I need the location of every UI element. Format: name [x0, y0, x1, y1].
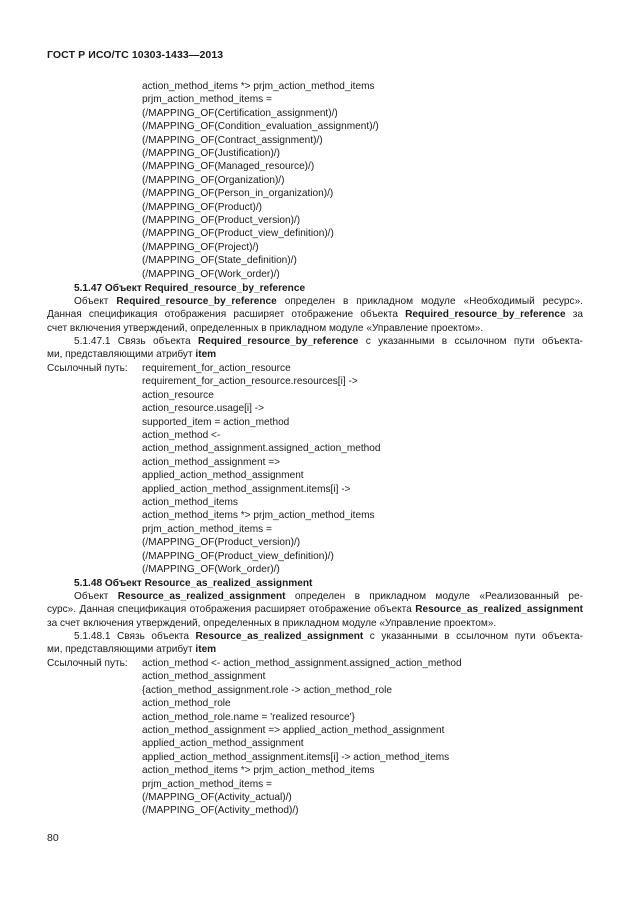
text: Данная спецификация отображения расширяет отображение объекта [47, 309, 406, 321]
section-5-1-48-paragraph [47, 590, 583, 630]
text: 5.1.47.1 Связь объекта [74, 336, 198, 347]
page-number: 80 [47, 832, 59, 844]
code-line: (/MAPPING_OF(Condition_evaluation_assignment)/) [142, 121, 379, 133]
code-line: (/MAPPING_OF(State_definition)/) [142, 255, 297, 267]
code-line: action_method <- [142, 430, 221, 441]
code-line: applied_action_method_assignment [142, 470, 304, 482]
section-heading-5-1-48: 5.1.48 Объект Resource_as_realized_assignment [74, 578, 313, 589]
code-line: action_method <- action_method_assignment.assigned_action_method [142, 658, 462, 669]
code-line: action_method_assignment => [142, 456, 281, 468]
code-line: (/MAPPING_OF(Managed_resource)/) [142, 161, 315, 173]
text: определен в прикладном модуле «Реализованный ре- [285, 591, 583, 602]
text: Объект [74, 296, 117, 307]
text: ми, представляющими атрибут [47, 644, 196, 656]
text: за [565, 309, 583, 321]
code-line: (/MAPPING_OF(Product_view_definition)/) [142, 550, 334, 562]
code-line: action_resource.usage[i] -> [142, 403, 265, 415]
code-line: (/MAPPING_OF(Contract_assignment)/) [142, 134, 323, 146]
entity-name: Resource_as_realized_assignment [415, 604, 583, 616]
code-line: prjm_action_method_items = [142, 523, 272, 535]
code-line: (/MAPPING_OF(Activity_actual)/) [142, 792, 292, 803]
entity-name: Required_resource_by_reference [197, 336, 359, 347]
code-line: (/MAPPING_OF(Product_version)/) [142, 537, 301, 549]
code-line: action_method_items *> prjm_action_method_items [142, 81, 375, 92]
text: счет включения утверждений, определенных в прикладном модуле «Управление проектом». [47, 322, 484, 334]
code-line: prjm_action_method_items = [142, 778, 272, 790]
page-header: ГОСТ Р ИСО/ТС 10303-1433—2013 [47, 49, 224, 61]
code-line: {action_method_assignment.role -> action_method_role [142, 684, 392, 696]
code-line: (/MAPPING_OF(Product_view_definition)/) [142, 228, 334, 240]
code-line: (/MAPPING_OF(Activity_method)/) [142, 805, 299, 817]
attribute-name: item [195, 349, 217, 361]
code-line: prjm_action_method_items = [142, 94, 272, 106]
text: определен в прикладном модуле «Необходимый ресурс». [276, 296, 583, 307]
code-line: action_method_items [142, 497, 238, 508]
code-line: action_resource [142, 389, 214, 401]
code-line: action_method_items *> prjm_action_method_items [142, 765, 375, 777]
code-line: applied_action_method_assignment.items[i] -> [142, 483, 351, 495]
code-line: (/MAPPING_OF(Product)/) [142, 201, 263, 213]
text: 5.1.48.1 Связь объекта [74, 631, 196, 642]
code-line: (/MAPPING_OF(Person_in_organization)/) [142, 188, 334, 200]
code-line: (/MAPPING_OF(Work_order)/) [142, 564, 280, 575]
reference-path-label: Ссылочный путь: [47, 658, 128, 669]
code-line: action_method_role [142, 698, 231, 710]
code-line: (/MAPPING_OF(Work_order)/) [142, 268, 280, 280]
code-line: supported_item = action_method [142, 416, 290, 428]
code-line: action_method_assignment.assigned_action_method [142, 443, 381, 455]
text: с указанными в ссылочном пути объекта- [363, 631, 584, 642]
text: с указанными в ссылочном пути объекта- [358, 336, 584, 347]
code-line: (/MAPPING_OF(Organization)/) [142, 174, 285, 186]
text: сурс». Данная спецификация отображения расширяет отображение объекта [47, 604, 416, 616]
text: за счет включения утверждений, определенных в прикладном модуле «Управление проектом». [47, 617, 497, 629]
entity-name: Resource_as_realized_assignment [117, 591, 286, 602]
code-line: action_method_role.name = 'realized resource'} [142, 711, 355, 723]
subsection-5-1-47-1 [47, 335, 583, 362]
code-line: (/MAPPING_OF(Project)/) [142, 241, 259, 253]
code-line: action_method_assignment => applied_action_method_assignment [142, 725, 445, 736]
code-line: requirement_for_action_resource.resources[i] -> [142, 376, 358, 388]
subsection-5-1-48-1 [47, 630, 583, 657]
reference-path-label: Ссылочный путь: [47, 363, 128, 374]
entity-name: Required_resource_by_reference [116, 296, 277, 307]
code-line: action_method_assignment [142, 671, 266, 683]
code-line: (/MAPPING_OF(Certification_assignment)/) [142, 107, 338, 119]
code-line: requirement_for_action_resource [142, 363, 291, 374]
text: Объект [74, 591, 118, 602]
code-line: applied_action_method_assignment.items[i] -> action_method_items [142, 751, 450, 763]
code-line: (/MAPPING_OF(Justification)/) [142, 148, 280, 159]
entity-name: Required_resource_by_reference [405, 309, 566, 321]
code-line: (/MAPPING_OF(Product_version)/) [142, 215, 301, 226]
attribute-name: item [195, 644, 217, 656]
section-heading-5-1-47: 5.1.47 Объект Required_resource_by_reference [74, 283, 306, 294]
code-line: action_method_items *> prjm_action_method_items [142, 510, 375, 522]
entity-name: Resource_as_realized_assignment [195, 631, 364, 642]
section-5-1-47-paragraph [47, 295, 583, 335]
text: ми, представляющими атрибут [47, 349, 196, 361]
code-line: applied_action_method_assignment [142, 738, 304, 750]
